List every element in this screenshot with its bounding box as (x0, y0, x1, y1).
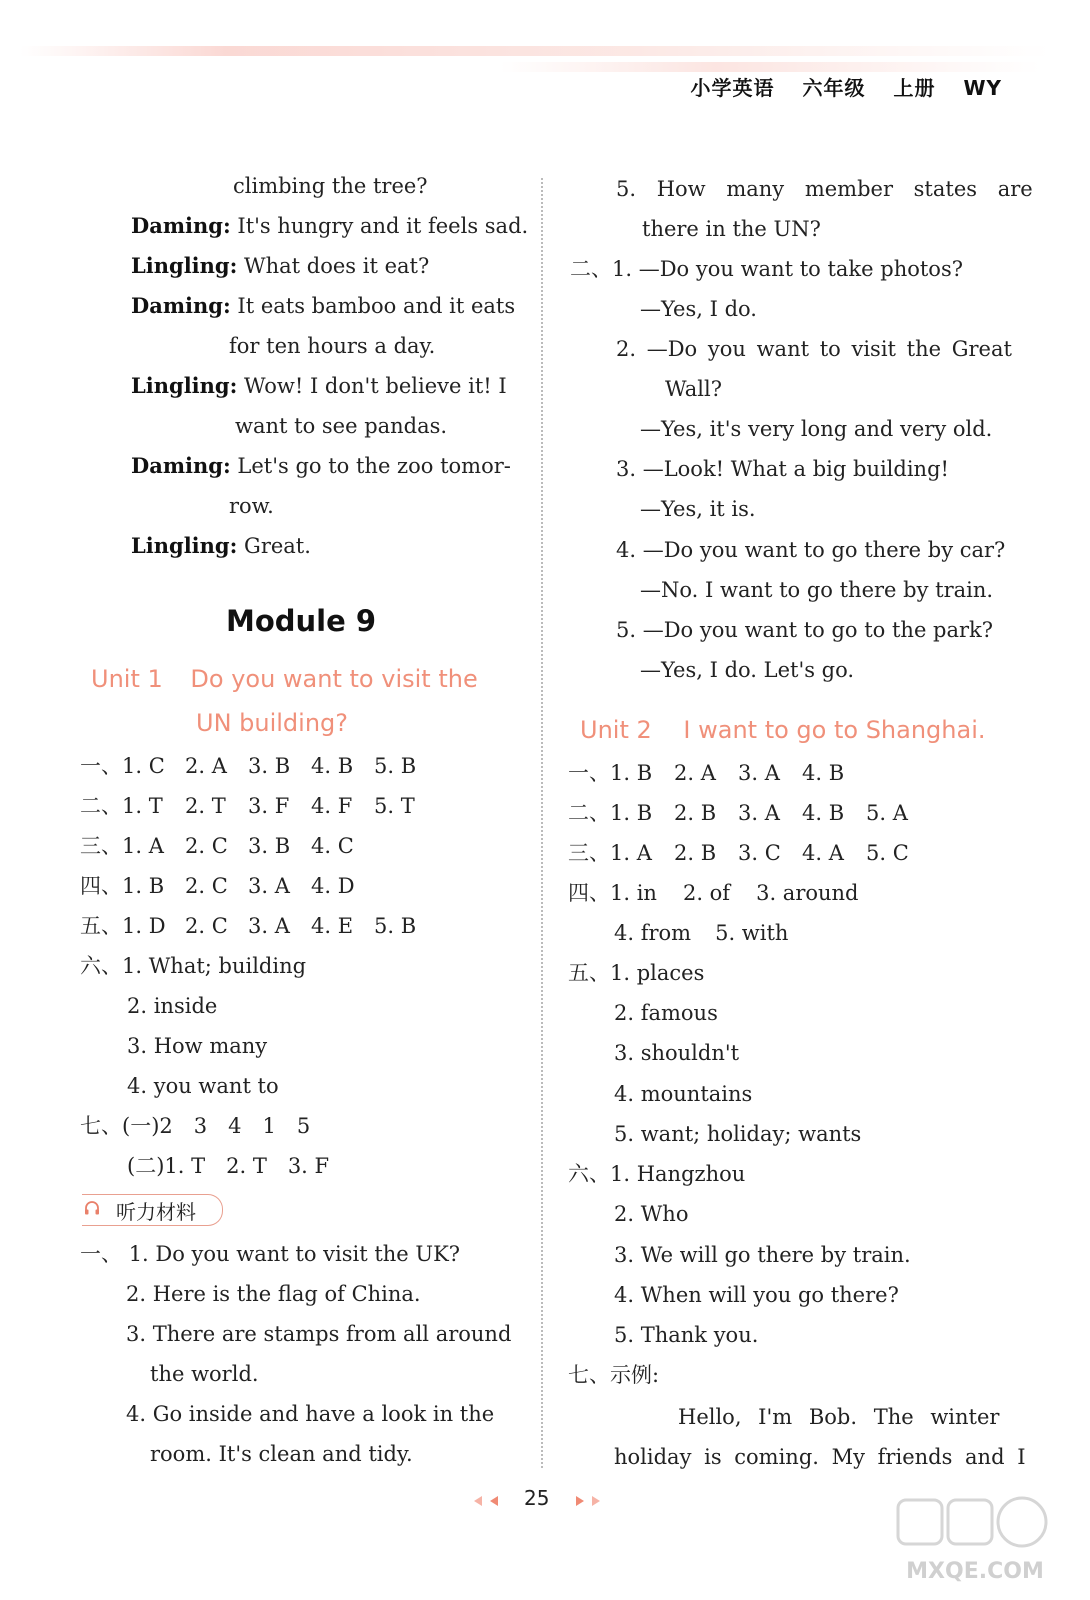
section-number: 二、 (80, 794, 122, 818)
answer-row: 4. you want to (127, 1074, 279, 1098)
answer-item: 2. B (674, 801, 717, 825)
answer-item: 4. B (802, 761, 845, 785)
answer-item: 4. B (802, 801, 845, 825)
answer-row: 五、1. places (568, 961, 705, 985)
listening-line: there in the UN? (642, 217, 821, 241)
answer-item: 2. C (185, 834, 228, 858)
answer-item: 3. B (248, 754, 291, 778)
dialogue-line: Lingling: Wow! I don't believe it! I (131, 373, 507, 398)
answer-row (80, 873, 374, 899)
section-number: 五、 (80, 914, 122, 938)
listening-line: Wall? (665, 377, 722, 401)
answer-item: 1. B (122, 874, 165, 898)
headphones-icon (84, 1200, 100, 1216)
unit1-title-line1: Do you want to visit the (190, 665, 478, 693)
section-number: 四、 (80, 874, 122, 898)
answer-row: 2. Who (614, 1202, 689, 1226)
prev-arrows-icon (470, 1494, 504, 1508)
module-title: Module 9 (226, 604, 377, 638)
unit2-title-text: I want to go to Shanghai. (683, 716, 986, 744)
listening-line: 5. —Do you want to go to the park? (616, 618, 994, 642)
header-edition: WY (963, 76, 1002, 100)
listening-material-label: 听力材料 (116, 1200, 196, 1224)
answer-row (568, 800, 930, 826)
answer-item: 1. D (122, 914, 166, 938)
dialogue-line: row. (229, 494, 274, 518)
answer-row: 2. famous (614, 1001, 718, 1025)
listening-line: 2. Here is the flag of China. (126, 1282, 421, 1306)
answer-item: 1. A (122, 834, 164, 858)
listening-line: 一、 1. Do you want to visit the UK? (80, 1242, 461, 1266)
listening-line: 4. —Do you want to go there by car? (616, 538, 1006, 562)
answer-item: 3. B (248, 834, 291, 858)
answer-item: 5. T (374, 794, 415, 818)
dialogue-line: want to see pandas. (235, 414, 448, 438)
answer-item: 5. B (374, 914, 417, 938)
listening-line: room. It's clean and tidy. (150, 1442, 413, 1466)
unit1-label: Unit 1 (91, 665, 163, 693)
section-number: 三、 (568, 841, 610, 865)
dialogue-line: climbing the tree? (233, 174, 428, 198)
answer-item: 2. C (185, 914, 228, 938)
answer-row: 2. inside (127, 994, 218, 1018)
listening-line: 3. —Look! What a big building! (616, 457, 949, 481)
listening-line: —No. I want to go there by train. (640, 578, 994, 602)
dialogue-line: Daming: It eats bamboo and it eats (131, 293, 516, 318)
section-number: 二、 (568, 801, 610, 825)
answer-row: 5. want; holiday; wants (614, 1122, 862, 1146)
answer-row: 3. We will go there by train. (614, 1243, 911, 1267)
listening-line: 2. —Do you want to visit the Great (616, 337, 1012, 361)
answer-item: 2. A (185, 754, 227, 778)
answer-row: 四、1. in 2. of 3. around (568, 881, 859, 905)
answer-row (80, 753, 437, 779)
answer-item: 5. B (374, 754, 417, 778)
header-grade: 六年级 (802, 76, 866, 100)
answer-item: 2. B (674, 841, 717, 865)
answer-row: 七、示例: (568, 1363, 660, 1387)
answer-item: 3. A (738, 761, 780, 785)
answer-row (80, 793, 437, 819)
answer-item: 2. A (674, 761, 716, 785)
answer-item: 1. A (610, 841, 652, 865)
page-header (671, 72, 1002, 101)
answer-item: 3. F (248, 794, 290, 818)
essay-line: holiday is coming. My friends and I (614, 1445, 1026, 1469)
section-number: 一、 (80, 754, 122, 778)
answer-item: 4. D (311, 874, 355, 898)
answer-row: 3. shouldn't (614, 1041, 740, 1065)
unit2-title (580, 716, 986, 744)
section-number: 一、 (568, 761, 610, 785)
header-subject: 小学英语 (690, 76, 775, 100)
answer-item: 4. F (311, 794, 353, 818)
listening-material-tab (82, 1194, 223, 1226)
answer-item: 1. B (610, 801, 653, 825)
answer-item: 4. A (802, 841, 844, 865)
answer-item: 3. A (248, 874, 290, 898)
answer-item: 3. A (738, 801, 780, 825)
answer-row: 3. How many (127, 1034, 268, 1058)
answer-row: 4. When will you go there? (614, 1283, 899, 1307)
answer-item: 3. A (248, 914, 290, 938)
unit2-label: Unit 2 (580, 716, 652, 744)
dialogue-line: Lingling: What does it eat? (131, 253, 430, 278)
answer-item: 4. B (311, 754, 354, 778)
answer-item: 2. T (185, 794, 226, 818)
answer-row: 4. mountains (614, 1082, 753, 1106)
listening-line: —Yes, it's very long and very old. (640, 417, 993, 441)
answer-item: 5. A (866, 801, 908, 825)
answer-row: (二)1. T 2. T 3. F (127, 1154, 330, 1178)
essay-line: Hello, I'm Bob. The winter (678, 1405, 1000, 1429)
answer-row: 六、1. Hangzhou (568, 1162, 746, 1186)
header-decor-line (20, 46, 1050, 56)
answer-item: 5. C (866, 841, 909, 865)
answer-row (568, 840, 930, 866)
answer-item: 2. C (185, 874, 228, 898)
answer-item: 1. C (122, 754, 165, 778)
listening-line: —Yes, I do. (640, 297, 757, 321)
answer-row: 5. Thank you. (614, 1323, 759, 1347)
dialogue-line: Daming: It's hungry and it feels sad. (131, 213, 529, 238)
answer-item: 4. C (311, 834, 354, 858)
answer-row (568, 760, 866, 786)
listening-line: the world. (150, 1362, 259, 1386)
header-volume: 上册 (893, 76, 936, 100)
answer-row (80, 913, 437, 939)
answer-item: 1. B (610, 761, 653, 785)
watermark-text: MXQE.COM (906, 1559, 1044, 1584)
answer-row: 4. from 5. with (614, 921, 789, 945)
answer-item: 1. T (122, 794, 163, 818)
answer-row (80, 833, 374, 859)
listening-line: 5. How many member states are (616, 177, 1033, 201)
dialogue-line: for ten hours a day. (229, 334, 436, 358)
column-divider (541, 178, 543, 1468)
answer-item: 3. C (738, 841, 781, 865)
answer-item: 4. E (311, 914, 354, 938)
next-arrows-icon (570, 1494, 604, 1508)
dialogue-line: Daming: Let's go to the zoo tomor- (131, 453, 511, 478)
answer-row: 六、1. What; building (80, 954, 307, 978)
header-decor-line-2 (500, 62, 1040, 72)
listening-line: 4. Go inside and have a look in the (126, 1402, 495, 1426)
unit1-title (91, 665, 478, 693)
page-footer (470, 1486, 610, 1516)
section-number: 三、 (80, 834, 122, 858)
page-number: 25 (524, 1486, 550, 1510)
answer-row: 七、(一)2 3 4 1 5 (80, 1114, 311, 1138)
listening-line: 二、1. —Do you want to take photos? (570, 257, 963, 281)
watermark-logo (890, 1492, 1060, 1592)
listening-line: —Yes, it is. (640, 497, 756, 521)
listening-line: —Yes, I do. Let's go. (640, 658, 855, 682)
dialogue-line: Lingling: Great. (131, 533, 311, 558)
unit1-title-line2: UN building? (196, 709, 349, 737)
listening-line: 3. There are stamps from all around (126, 1322, 512, 1346)
